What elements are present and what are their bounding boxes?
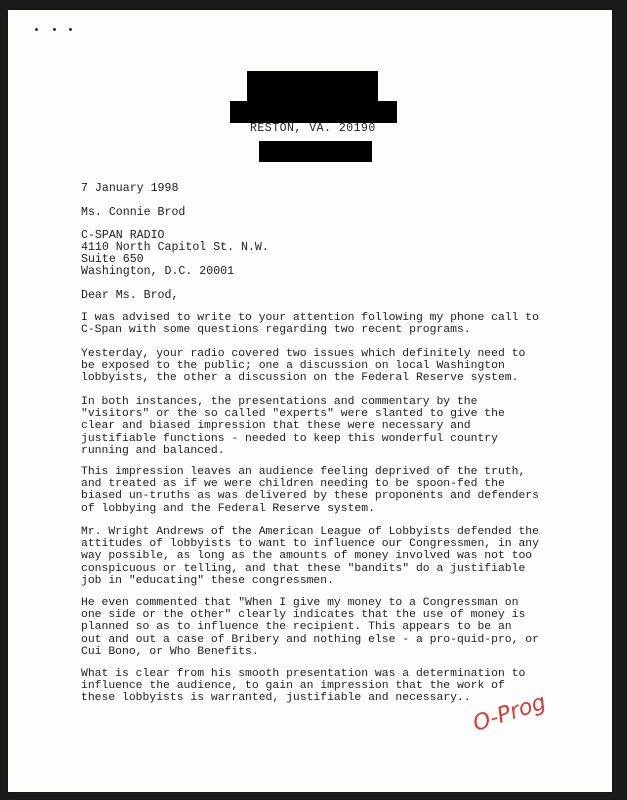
- text-line: running and balanced.: [81, 444, 225, 457]
- letter-date: 7 January 1998: [81, 182, 179, 195]
- corner-marks: [35, 28, 85, 34]
- text-line: What is clear from his smooth presentation was a determination to: [81, 668, 526, 680]
- body-paragraph: [81, 466, 538, 515]
- text-line: justifiable functions - needed to keep this wonderful country: [81, 432, 498, 445]
- text-line: one side or the other" clearly indicates that the use of money is: [81, 609, 526, 622]
- body-paragraph: [81, 526, 538, 587]
- text-line: Yesterday, your radio covered two issues which definitely need to: [81, 348, 526, 360]
- text-line: Cui Bono, or Who Benefits.: [81, 645, 259, 658]
- text-line: "visitors" or the so called "experts" were slanted to give the: [81, 408, 505, 421]
- text-line: lobbyists, the other a discussion on the Federal Reserve system.: [81, 372, 519, 385]
- text-line: and treated as if we were children needing to be spoon-fed the: [81, 478, 505, 491]
- text-line: attitudes of lobbyists to want to influence our Congressmen, in any: [81, 538, 539, 551]
- text-line: This impression leaves an audience feeling deprived of the truth,: [81, 466, 526, 478]
- corner-mark: [35, 28, 38, 31]
- body-paragraph: [81, 312, 538, 336]
- text-line: He even commented that "When I give my money to a Congressman on: [81, 597, 519, 609]
- corner-mark: [53, 28, 56, 31]
- text-line: of lobbying and the Federal Reserve system.: [81, 502, 375, 515]
- text-line: C-Span with some questions regarding two recent programs.: [81, 324, 471, 337]
- text-line: way possible, as long as the amounts of money involved was not too: [81, 550, 533, 563]
- recipient-city: Washington, D.C. 20001: [81, 265, 235, 278]
- body-paragraph: [81, 597, 538, 658]
- body-paragraph: [81, 348, 538, 385]
- redaction-name: [247, 71, 378, 102]
- body-paragraph: [81, 396, 538, 457]
- recipient-org: C-SPAN RADIO: [81, 229, 165, 242]
- text-line: be exposed to the public; one a discussion on local Washington: [81, 360, 505, 373]
- salutation: Dear Ms. Brod,: [81, 289, 179, 302]
- text-line: conspicuous or telling, and that these "bandits" do a justifiable: [81, 562, 526, 575]
- redaction-phone: [259, 141, 372, 162]
- recipient-suite: Suite 650: [81, 253, 144, 266]
- text-line: biased un-truths as was delivered by these proponents and defenders: [81, 490, 539, 503]
- recipient-street: 4110 North Capitol St. N.W.: [81, 241, 269, 254]
- corner-mark: [69, 28, 72, 31]
- body-paragraph: [81, 668, 538, 705]
- text-line: planned so as to influence the recipient. This appears to be an: [81, 621, 512, 634]
- text-line: job in "educating" these congressmen.: [81, 574, 334, 587]
- text-line: influence the audience, to gain an impression that the work of: [81, 680, 505, 693]
- text-line: these lobbyists is warranted, justifiable and necessary..: [81, 692, 471, 705]
- handwritten-annotation: O-Prog: [470, 689, 550, 737]
- text-line: In both instances, the presentations and commentary by the: [81, 396, 478, 408]
- redaction-street: [230, 101, 397, 123]
- text-line: I was advised to write to your attention following my phone call to: [81, 312, 539, 324]
- text-line: Mr. Wright Andrews of the American League of Lobbyists defended the: [81, 526, 539, 538]
- text-line: clear and biased impression that these were necessary and: [81, 420, 471, 433]
- text-line: out and out a case of Bribery and nothing else - a pro-quid-pro, or: [81, 633, 539, 646]
- letterhead-address: RESTON, VA. 20190: [250, 122, 376, 135]
- recipient-name: Ms. Connie Brod: [81, 206, 186, 219]
